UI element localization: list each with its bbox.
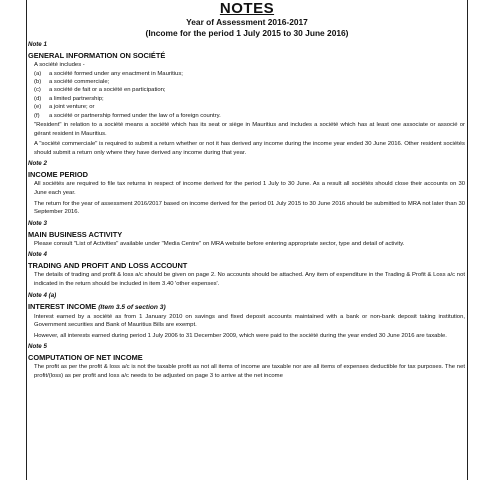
- document-content: [26, 0, 468, 383]
- list-item-text: a société or partnership formed under the law of a foreign country.: [49, 112, 221, 119]
- note-4a-para-2: However, all interests earned during period 1 July 2006 to 31 December 2009, which were paid to the société during the year ended 30 June 2016 are taxable.: [34, 332, 447, 339]
- list-item-text: a société commerciale;: [49, 79, 110, 85]
- note-4a-label: Note 4 (a): [28, 291, 57, 299]
- note-5-heading: COMPUTATION OF NET INCOME: [28, 353, 143, 363]
- note-4-section: [26, 250, 468, 288]
- list-marker: (e): [34, 104, 42, 111]
- note-3-para-1: Please consult "List of Activities" available under "Media Centre" on MRA website before entering appropriate sector, type and detail of activity.: [34, 240, 405, 247]
- societe-types-list: [26, 70, 468, 120]
- list-item: [34, 70, 468, 78]
- note-5-para-1: The profit as per the profit & loss a/c is not the taxable profit as not all items of income are taxable nor are all items of expenses deductible for tax purposes. The net profit/(loss) as per profit and loss a/c needs to be adjusted on page 3 to arrive at the net income: [34, 364, 465, 379]
- note-4a-heading: [26, 302, 468, 313]
- note-4a-heading-ref: (Item 3.5 of section 3): [98, 303, 166, 311]
- list-item: [34, 86, 468, 94]
- note-4a-heading-text: INTEREST INCOME: [28, 301, 97, 311]
- document-header: [26, 0, 468, 39]
- note-1-heading: GENERAL INFORMATION ON SOCIÉTÉ: [28, 51, 166, 60]
- list-item: [34, 78, 468, 86]
- note-2-section: [26, 159, 468, 216]
- page-title: NOTES: [219, 0, 275, 17]
- note-3-label: Note 3: [28, 219, 47, 227]
- note-3-heading: MAIN BUSINESS ACTIVITY: [28, 229, 123, 239]
- societe-commerciale-note: A "société commerciale" is required to submit a return whether or not it has derived any income during the income year ended 30 June 2016. Other resident sociétés should submit a return only where they have derived any income during that year.: [34, 141, 465, 156]
- list-item: [34, 112, 468, 120]
- income-period-subtitle: (Income for the period 1 July 2015 to 30 June 2016): [145, 28, 349, 38]
- note-5-label: Note 5: [28, 343, 47, 351]
- list-item: [34, 95, 468, 103]
- list-marker: (b): [34, 79, 42, 85]
- note-1-intro: A société includes -: [34, 62, 85, 68]
- note-1-section: [26, 40, 468, 157]
- note-1-label: Note 1: [28, 41, 47, 48]
- list-item-text: a limited partnership;: [49, 95, 104, 102]
- note-4-para-1: The details of trading and profit & loss a/c should be given on page 2. No accounts should be attached. Any item of expenditure in the Trading & Profit & Loss a/c not indicated in the return should be included in item 3.40 'other expenses'.: [34, 272, 465, 287]
- list-marker: (a): [34, 70, 42, 77]
- note-3-section: [26, 219, 468, 249]
- note-2-para-1: All sociétés are required to file tax returns in respect of income derived for the period 1 July to 30 June. As a result all sociétés should close their accounts on 30 June each year.: [34, 181, 465, 196]
- list-marker: (d): [34, 95, 42, 102]
- note-4a-section: [26, 291, 468, 341]
- note-4-heading: TRADING AND PROFIT AND LOSS ACCOUNT: [28, 261, 188, 271]
- list-item: [34, 103, 468, 111]
- note-2-label: Note 2: [28, 160, 47, 168]
- list-item-text: a société formed under any enactment in Mauritius;: [49, 70, 183, 77]
- list-marker: (c): [34, 87, 41, 94]
- note-2-heading: INCOME PERIOD: [28, 170, 88, 180]
- list-item-text: a joint venture; or: [49, 104, 95, 111]
- list-item-text: a société de fait or a société en participation;: [49, 87, 166, 94]
- note-5-section: [26, 342, 468, 380]
- year-of-assessment: Year of Assessment 2016-2017: [186, 17, 308, 27]
- resident-definition: "Resident" in relation to a société means a société which has its seat or siège in Mauritius and includes a société which has at least one associate or associé or gérant resident in Mauritius.: [34, 122, 465, 137]
- note-4-label: Note 4: [28, 251, 47, 259]
- list-marker: (f): [34, 112, 40, 119]
- note-4a-para-1: Interest earned by a société as from 1 January 2010 on savings and fixed deposit accounts maintained with a bank or non-bank deposit taking institution, Government securities and Bank of Mauritius Bills are exempt.: [34, 313, 465, 329]
- note-2-para-2: The return for the year of assessment 2016/2017 based on income derived for the period 01 July 2015 to 30 June 2016 should be submitted to MRA not later than 30 September 2016.: [34, 200, 465, 216]
